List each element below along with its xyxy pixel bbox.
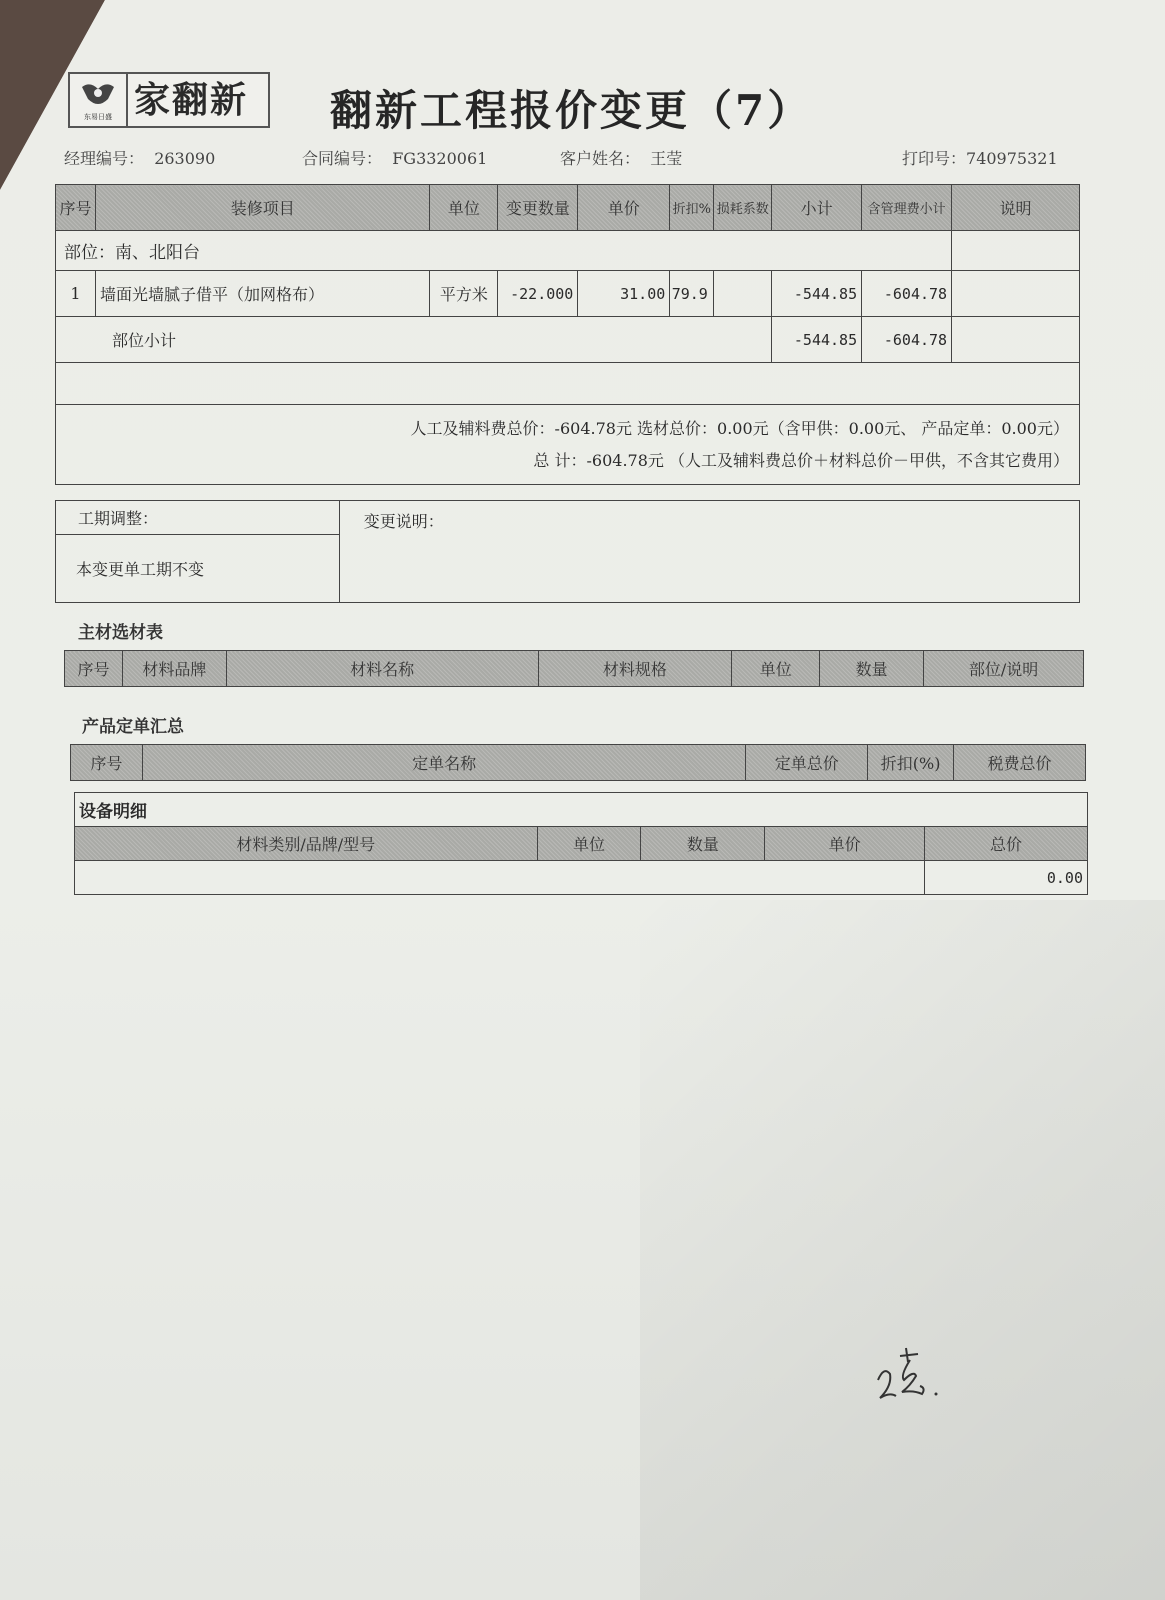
section-total-note	[952, 317, 1080, 363]
header-qty: 变更数量	[498, 185, 578, 231]
orders-header-tax: 税费总价	[954, 745, 1086, 781]
section-row	[56, 231, 1080, 271]
orders-header-total: 定单总价	[746, 745, 868, 781]
bird-emblem-icon	[78, 79, 118, 113]
section-total-label: 部位小计	[56, 317, 772, 363]
materials-header-unit: 单位	[732, 651, 820, 687]
summary-line-1: 人工及辅料费总价：-604.78元 选材总价：0.00元（含甲供：0.00元、 产品定单：0.00元）	[410, 418, 1069, 438]
company-logo	[68, 72, 270, 128]
row-note	[952, 271, 1080, 317]
row-qty: -22.000	[498, 271, 578, 317]
section-total-row	[56, 317, 1080, 363]
period-value: 本变更单工期不变	[56, 535, 340, 603]
orders-table	[70, 744, 1086, 781]
orders-header-name: 定单名称	[142, 745, 745, 781]
materials-table	[64, 650, 1084, 687]
header-unit: 单位	[430, 185, 498, 231]
main-quote-table	[55, 184, 1080, 485]
row-item: 墙面光墙腻子借平（加网格布）	[95, 271, 430, 317]
header-loss: 损耗系数	[714, 185, 772, 231]
header-price: 单价	[578, 185, 670, 231]
row-loss	[714, 271, 772, 317]
manager-no-value: 263090	[154, 149, 216, 168]
table-row	[56, 271, 1080, 317]
orders-header-no: 序号	[71, 745, 143, 781]
equipment-title: 设备明细	[75, 793, 1088, 827]
blank-row	[56, 363, 1080, 405]
page-title: 翻新工程报价变更（7）	[330, 86, 813, 135]
logo-mark	[74, 76, 122, 124]
period-change-table	[55, 500, 1080, 603]
materials-title: 主材选材表	[78, 623, 163, 643]
contract-no-value: FG3320061	[392, 149, 488, 168]
summary-line-2: 总 计：-604.78元 （人工及辅料费总价＋材料总价－甲供，不含其它费用）	[533, 450, 1069, 470]
row-price: 31.00	[578, 271, 670, 317]
print-no-label: 打印号：	[902, 149, 967, 168]
materials-header-name: 材料名称	[226, 651, 538, 687]
equipment-total: 0.00	[925, 861, 1088, 895]
equipment-header-price: 单价	[765, 827, 925, 861]
paper-shadow	[640, 900, 1165, 1600]
row-subtotal-mgmt: -604.78	[862, 271, 952, 317]
logo-subtext: 东易日盛	[84, 113, 112, 121]
materials-header-spec: 材料规格	[538, 651, 732, 687]
summary-row	[56, 405, 1080, 485]
manager-no-label: 经理编号：	[64, 149, 145, 168]
row-discount: 79.9	[670, 271, 714, 317]
equipment-header-type: 材料类别/品牌/型号	[75, 827, 538, 861]
period-label: 工期调整：	[56, 501, 340, 535]
handwritten-signature	[870, 1340, 950, 1410]
equipment-header-unit: 单位	[537, 827, 641, 861]
section-note-cell	[952, 231, 1080, 271]
materials-header-location: 部位/说明	[924, 651, 1084, 687]
section-total-mgmt: -604.78	[862, 317, 952, 363]
header-item: 装修项目	[95, 185, 430, 231]
print-no	[902, 146, 1058, 169]
change-label: 变更说明：	[339, 501, 1079, 603]
equipment-table	[74, 792, 1088, 895]
materials-header-brand: 材料品牌	[122, 651, 226, 687]
header-subtotal-mgmt: 含管理费小计	[862, 185, 952, 231]
header-discount: 折扣%	[670, 185, 714, 231]
equipment-header-qty: 数量	[641, 827, 765, 861]
header-subtotal: 小计	[772, 185, 862, 231]
logo-brand: 家翻新	[126, 74, 248, 126]
print-no-value: 740975321	[966, 149, 1058, 168]
materials-header-no: 序号	[65, 651, 123, 687]
blank-cell	[56, 363, 1080, 405]
section-label: 部位：南、北阳台	[56, 231, 952, 271]
orders-title: 产品定单汇总	[82, 717, 184, 737]
summary-cell	[56, 405, 1080, 485]
equipment-empty-cell	[75, 861, 925, 895]
manager-no	[64, 146, 215, 169]
contract-no	[302, 146, 487, 169]
section-total: -544.85	[772, 317, 862, 363]
customer-value: 王莹	[650, 149, 683, 168]
contract-no-label: 合同编号：	[302, 149, 383, 168]
orders-header-discount: 折扣(%)	[868, 745, 954, 781]
row-unit: 平方米	[430, 271, 498, 317]
materials-header-qty: 数量	[820, 651, 924, 687]
header-no: 序号	[56, 185, 96, 231]
header-note: 说明	[952, 185, 1080, 231]
customer-label: 客户姓名：	[560, 149, 641, 168]
row-subtotal: -544.85	[772, 271, 862, 317]
row-no: 1	[56, 271, 96, 317]
customer-name	[560, 146, 682, 169]
main-table-header	[56, 185, 1080, 231]
equipment-header-total: 总价	[925, 827, 1088, 861]
